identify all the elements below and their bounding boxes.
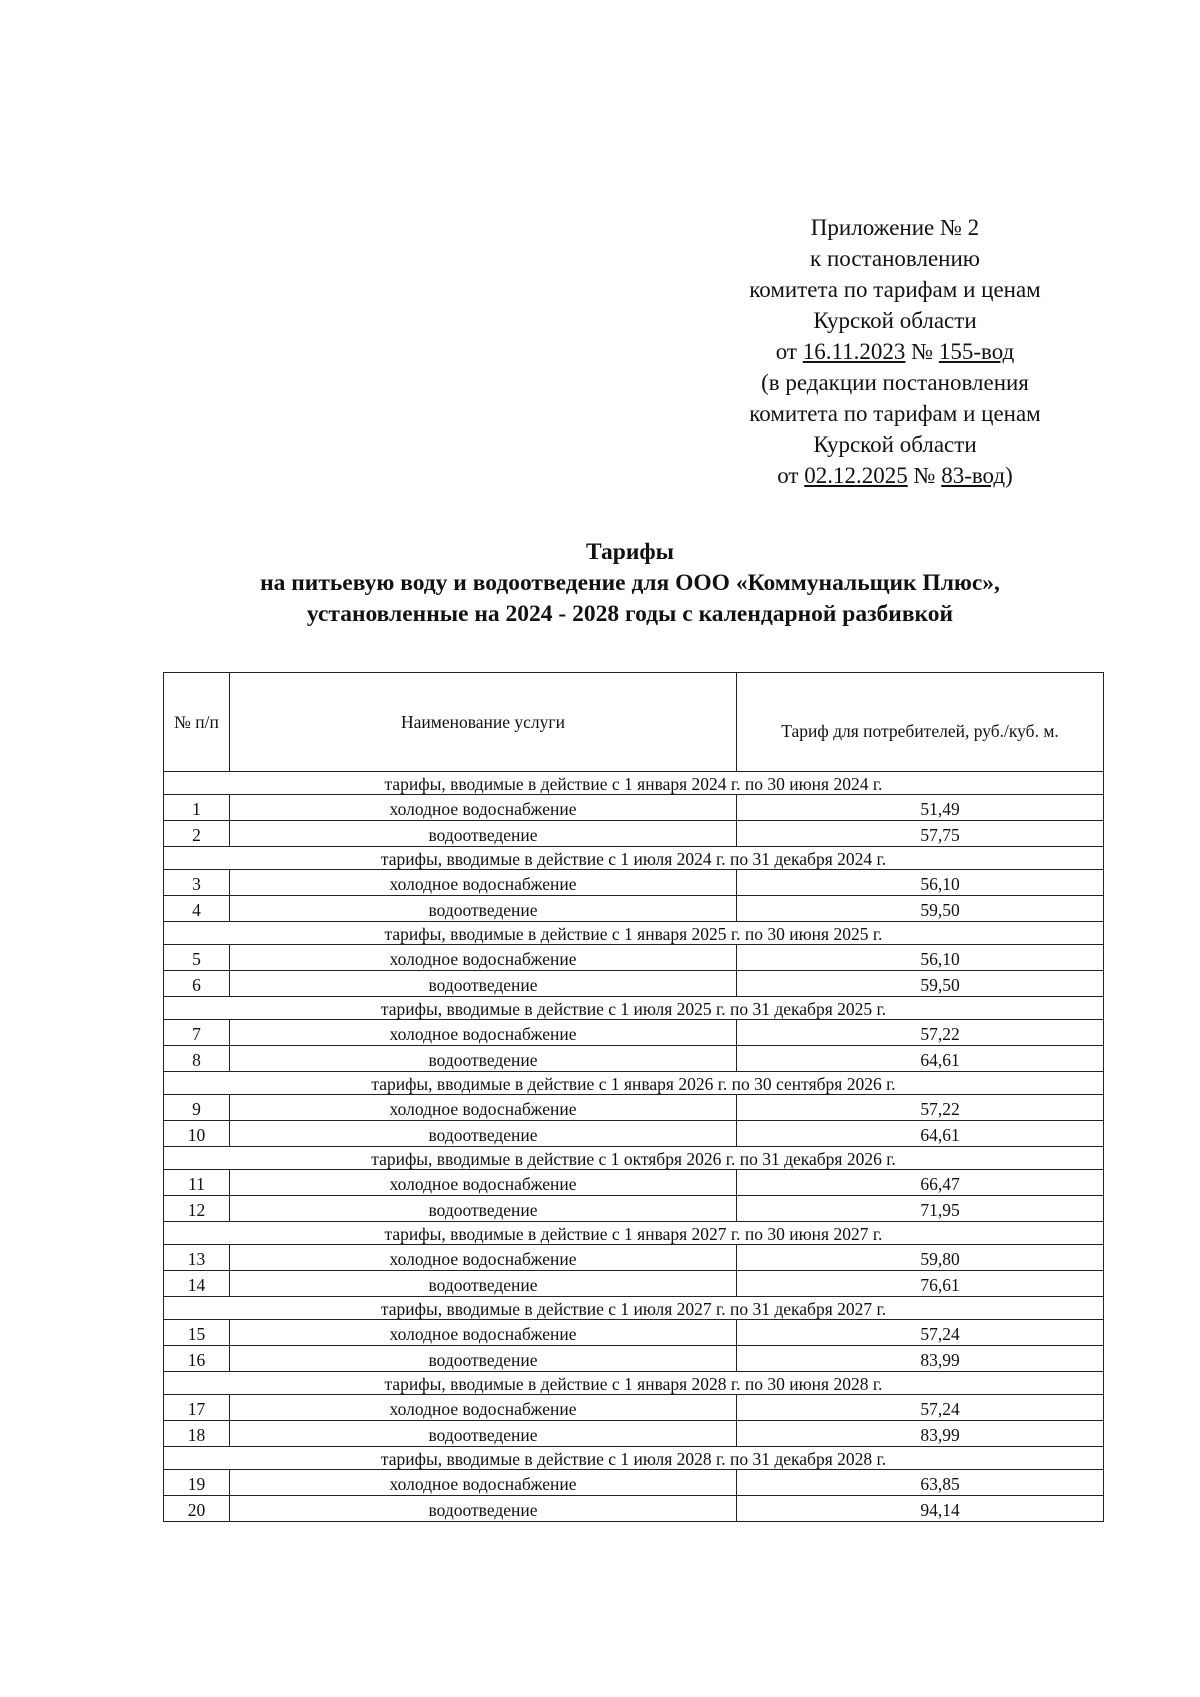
appendix-number: Приложение № 2 bbox=[810, 215, 980, 240]
service-name: водоотведение bbox=[230, 1046, 737, 1072]
tariff-value: 64,61 bbox=[737, 1121, 1104, 1147]
amendment-date-prefix: от bbox=[777, 463, 799, 488]
resolution-date: 16.11.2023 bbox=[802, 339, 906, 364]
document-title bbox=[150, 537, 1110, 630]
amendment-committee-line: комитета по тарифам и ценам bbox=[749, 401, 1041, 426]
service-name: водоотведение bbox=[230, 1346, 737, 1372]
title-line-1: Тарифы bbox=[585, 539, 675, 565]
title-line-2: на питьевую воду и водоотведение для ООО «Коммунальщик Плюс», bbox=[260, 570, 1000, 596]
row-number: 19 bbox=[164, 1470, 230, 1496]
header-service: Наименование услуги bbox=[230, 673, 737, 772]
service-name: холодное водоснабжение bbox=[230, 1245, 737, 1271]
table-row bbox=[164, 1020, 1104, 1046]
period-row bbox=[164, 772, 1104, 795]
table-row bbox=[164, 795, 1104, 821]
table-body bbox=[164, 772, 1104, 1522]
service-name: холодное водоснабжение bbox=[230, 1170, 737, 1196]
amendment-number-sign: № bbox=[913, 463, 936, 488]
row-number: 11 bbox=[164, 1170, 230, 1196]
row-number: 20 bbox=[164, 1496, 230, 1522]
tariff-value: 83,99 bbox=[737, 1346, 1104, 1372]
row-number: 7 bbox=[164, 1020, 230, 1046]
table-row bbox=[164, 1095, 1104, 1121]
row-number: 13 bbox=[164, 1245, 230, 1271]
table-header-row bbox=[164, 673, 1104, 772]
period-row bbox=[164, 1447, 1104, 1470]
header-number: № п/п bbox=[164, 673, 230, 772]
tariff-value: 59,80 bbox=[737, 1245, 1104, 1271]
period-row bbox=[164, 1072, 1104, 1095]
appendix-header bbox=[700, 212, 1090, 491]
table-row bbox=[164, 896, 1104, 922]
period-row bbox=[164, 1222, 1104, 1245]
service-name: холодное водоснабжение bbox=[230, 795, 737, 821]
row-number: 16 bbox=[164, 1346, 230, 1372]
table-row bbox=[164, 971, 1104, 997]
period-row bbox=[164, 847, 1104, 870]
tariff-value: 94,14 bbox=[737, 1496, 1104, 1522]
table-row bbox=[164, 1046, 1104, 1072]
service-name: водоотведение bbox=[230, 1196, 737, 1222]
period-label: тарифы, вводимые в действие с 1 января 2025 г. по 30 июня 2025 г. bbox=[164, 922, 1104, 945]
tariff-value: 56,10 bbox=[737, 870, 1104, 896]
service-name: водоотведение bbox=[230, 896, 737, 922]
date-prefix: от bbox=[775, 339, 797, 364]
row-number: 10 bbox=[164, 1121, 230, 1147]
amendment-date: 02.12.2025 bbox=[804, 463, 908, 488]
period-label: тарифы, вводимые в действие с 1 января 2027 г. по 30 июня 2027 г. bbox=[164, 1222, 1104, 1245]
tariff-value: 66,47 bbox=[737, 1170, 1104, 1196]
table-row bbox=[164, 1170, 1104, 1196]
title-line-3: установленные на 2024 - 2028 годы с календарной разбивкой bbox=[306, 601, 954, 627]
resolution-date-line bbox=[700, 336, 1090, 367]
service-name: холодное водоснабжение bbox=[230, 945, 737, 971]
table-row bbox=[164, 1245, 1104, 1271]
table-row bbox=[164, 1320, 1104, 1346]
service-name: водоотведение bbox=[230, 821, 737, 847]
tariff-value: 83,99 bbox=[737, 1421, 1104, 1447]
row-number: 17 bbox=[164, 1395, 230, 1421]
service-name: холодное водоснабжение bbox=[230, 1095, 737, 1121]
row-number: 14 bbox=[164, 1271, 230, 1297]
row-number: 6 bbox=[164, 971, 230, 997]
tariff-value: 63,85 bbox=[737, 1470, 1104, 1496]
row-number: 9 bbox=[164, 1095, 230, 1121]
service-name: холодное водоснабжение bbox=[230, 1395, 737, 1421]
table-row bbox=[164, 1496, 1104, 1522]
row-number: 8 bbox=[164, 1046, 230, 1072]
service-name: водоотведение bbox=[230, 971, 737, 997]
row-number: 12 bbox=[164, 1196, 230, 1222]
table-row bbox=[164, 1470, 1104, 1496]
resolution-number: 155-вод bbox=[938, 339, 1015, 364]
tariff-value: 57,22 bbox=[737, 1020, 1104, 1046]
table-row bbox=[164, 821, 1104, 847]
period-label: тарифы, вводимые в действие с 1 октября 2026 г. по 31 декабря 2026 г. bbox=[164, 1147, 1104, 1170]
service-name: водоотведение bbox=[230, 1421, 737, 1447]
row-number: 2 bbox=[164, 821, 230, 847]
table-row bbox=[164, 1346, 1104, 1372]
period-row bbox=[164, 1297, 1104, 1320]
table-row bbox=[164, 870, 1104, 896]
service-name: водоотведение bbox=[230, 1271, 737, 1297]
header-rate: Тариф для потребителей, руб./куб. м. bbox=[737, 673, 1104, 772]
amendment-date-line bbox=[700, 460, 1090, 491]
tariff-value: 57,22 bbox=[737, 1095, 1104, 1121]
tariff-value: 64,61 bbox=[737, 1046, 1104, 1072]
table-row bbox=[164, 945, 1104, 971]
row-number: 1 bbox=[164, 795, 230, 821]
table-row bbox=[164, 1395, 1104, 1421]
row-number: 15 bbox=[164, 1320, 230, 1346]
service-name: холодное водоснабжение bbox=[230, 1020, 737, 1046]
table-row bbox=[164, 1271, 1104, 1297]
amendment-close-paren: ) bbox=[1005, 463, 1013, 488]
service-name: холодное водоснабжение bbox=[230, 870, 737, 896]
period-label: тарифы, вводимые в действие с 1 января 2026 г. по 30 сентября 2026 г. bbox=[164, 1072, 1104, 1095]
tariff-value: 57,24 bbox=[737, 1320, 1104, 1346]
tariff-value: 76,61 bbox=[737, 1271, 1104, 1297]
table-row bbox=[164, 1121, 1104, 1147]
service-name: холодное водоснабжение bbox=[230, 1320, 737, 1346]
tariff-value: 71,95 bbox=[737, 1196, 1104, 1222]
tariff-value: 56,10 bbox=[737, 945, 1104, 971]
service-name: водоотведение bbox=[230, 1496, 737, 1522]
period-label: тарифы, вводимые в действие с 1 января 2028 г. по 30 июня 2028 г. bbox=[164, 1372, 1104, 1395]
amendment-line: (в редакции постановления bbox=[761, 370, 1029, 395]
table-row bbox=[164, 1196, 1104, 1222]
tariff-table bbox=[163, 672, 1104, 1522]
table-row bbox=[164, 1421, 1104, 1447]
period-label: тарифы, вводимые в действие с 1 июля 2024 г. по 31 декабря 2024 г. bbox=[164, 847, 1104, 870]
tariff-value: 51,49 bbox=[737, 795, 1104, 821]
tariff-value: 59,50 bbox=[737, 896, 1104, 922]
service-name: водоотведение bbox=[230, 1121, 737, 1147]
tariff-value: 59,50 bbox=[737, 971, 1104, 997]
period-label: тарифы, вводимые в действие с 1 января 2024 г. по 30 июня 2024 г. bbox=[164, 772, 1104, 795]
region-line: Курской области bbox=[813, 308, 977, 333]
period-label: тарифы, вводимые в действие с 1 июля 2025 г. по 31 декабря 2025 г. bbox=[164, 997, 1104, 1020]
tariff-value: 57,75 bbox=[737, 821, 1104, 847]
committee-line: комитета по тарифам и ценам bbox=[749, 277, 1041, 302]
tariff-value: 57,24 bbox=[737, 1395, 1104, 1421]
amendment-region-line: Курской области bbox=[813, 432, 977, 457]
period-row bbox=[164, 997, 1104, 1020]
period-label: тарифы, вводимые в действие с 1 июля 2027 г. по 31 декабря 2027 г. bbox=[164, 1297, 1104, 1320]
row-number: 18 bbox=[164, 1421, 230, 1447]
row-number: 3 bbox=[164, 870, 230, 896]
period-row bbox=[164, 1372, 1104, 1395]
period-row bbox=[164, 1147, 1104, 1170]
appendix-ref-line: к постановлению bbox=[810, 246, 980, 271]
period-label: тарифы, вводимые в действие с 1 июля 2028 г. по 31 декабря 2028 г. bbox=[164, 1447, 1104, 1470]
row-number: 4 bbox=[164, 896, 230, 922]
period-row bbox=[164, 922, 1104, 945]
row-number: 5 bbox=[164, 945, 230, 971]
amendment-number: 83-вод bbox=[941, 463, 1006, 488]
service-name: холодное водоснабжение bbox=[230, 1470, 737, 1496]
number-sign: № bbox=[911, 339, 934, 364]
